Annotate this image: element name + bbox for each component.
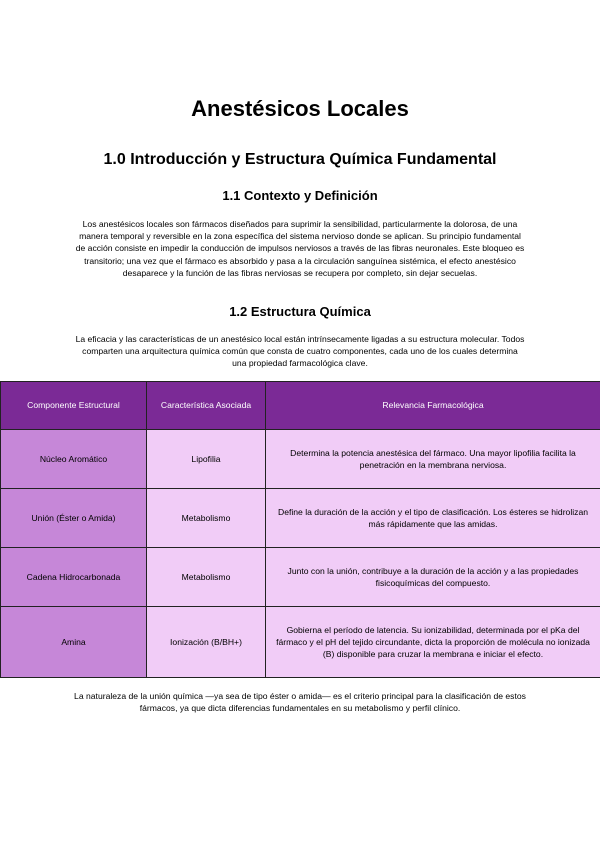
component-cell: Unión (Éster o Amida)	[1, 489, 147, 548]
structure-paragraph: La eficacia y las características de un anestésico local están intrínsecamente ligadas a su estructura molecular. Todos comparten una arquitectura química común que consta de cuatro componentes, cada uno de los cuales determina una propiedad farmacológica clave.	[75, 334, 525, 369]
characteristic-cell: Metabolismo	[147, 489, 266, 548]
subsection-heading-structure: 1.2 Estructura Química	[229, 304, 371, 319]
characteristic-cell: Ionización (B/BH+)	[147, 607, 266, 678]
structure-table	[0, 381, 600, 678]
context-paragraph: Los anestésicos locales son fármacos diseñados para suprimir la sensibilidad, particularmente la dolorosa, de una manera temporal y reversible en la zona específica del sistema nervioso donde se aplican. Su principio fundamental de acción consiste en impedir la conducción de impulsos nerviosos a través de las fibras neuronales. Este bloqueo es transitorio; una vez que el fármaco es absorbido y pasa a la circulación sanguínea sistémica, el efecto anestésico desaparece y la función de las fibras nerviosas se recupera por completo, sin dejar secuelas.	[75, 219, 525, 278]
table-row	[1, 489, 600, 548]
table-row	[1, 548, 600, 607]
footer-note: La naturaleza de la unión química —ya sea de tipo éster o amida— es el criterio principal para la clasificación de estos fármacos, ya que dicta diferencias fundamentales en su metabolismo y perfil clínico.	[74, 691, 526, 714]
column-header: Componente Estructural	[1, 382, 147, 430]
table-row	[1, 607, 600, 678]
component-cell: Núcleo Aromático	[1, 430, 147, 489]
table-row	[1, 430, 600, 489]
relevance-cell: Junto con la unión, contribuye a la duración de la acción y a las propiedades fisicoquímicas del compuesto.	[266, 548, 600, 607]
characteristic-cell: Metabolismo	[147, 548, 266, 607]
subsection-heading-context: 1.1 Contexto y Definición	[222, 188, 378, 203]
column-header: Relevancia Farmacológica	[266, 382, 600, 430]
section-heading: 1.0 Introducción y Estructura Química Fundamental	[103, 151, 497, 168]
relevance-cell: Determina la potencia anestésica del fármaco. Una mayor lipofilia facilita la penetración en la membrana nerviosa.	[266, 430, 600, 489]
column-header: Característica Asociada	[147, 382, 266, 430]
page-title: Anestésicos Locales	[191, 96, 409, 121]
component-cell: Amina	[1, 607, 147, 678]
component-cell: Cadena Hidrocarbonada	[1, 548, 147, 607]
characteristic-cell: Lipofilia	[147, 430, 266, 489]
table-header-row	[1, 382, 600, 430]
relevance-cell: Define la duración de la acción y el tipo de clasificación. Los ésteres se hidrolizan más rápidamente que las amidas.	[266, 489, 600, 548]
relevance-cell: Gobierna el período de latencia. Su ionizabilidad, determinada por el pKa del fármaco y el pH del tejido circundante, dicta la proporción de molécula no ionizada (B) disponible para cruzar la membrana e iniciar el efecto.	[266, 607, 600, 678]
